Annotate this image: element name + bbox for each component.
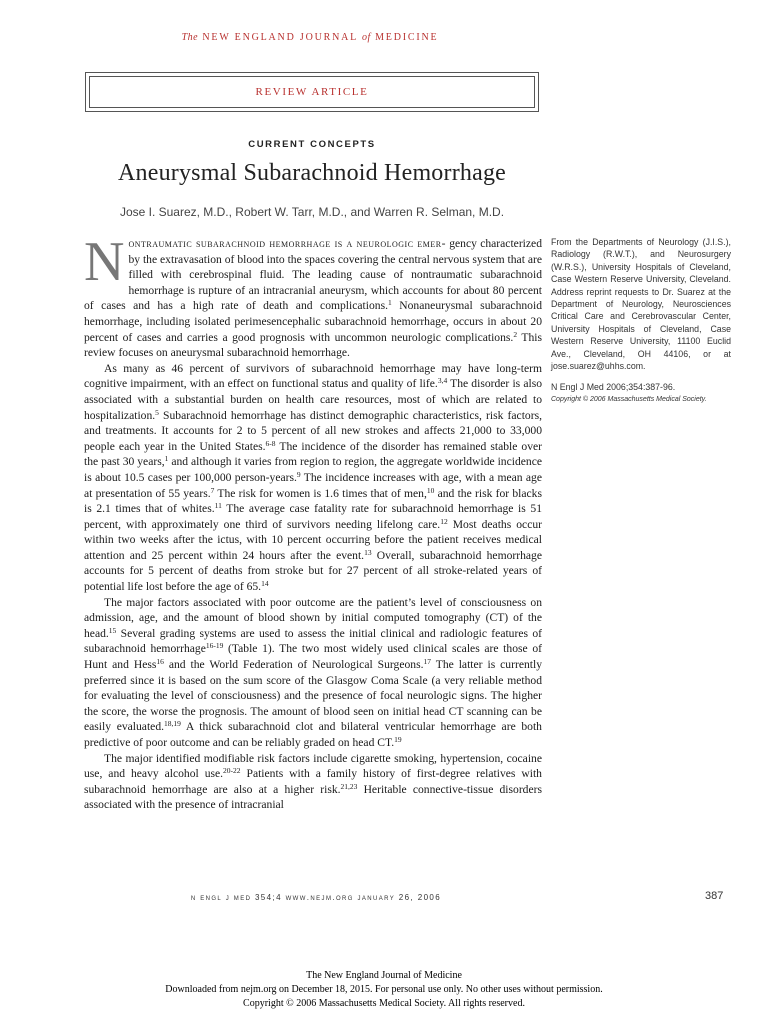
- paragraph-3: [84, 595, 542, 751]
- section-label: REVIEW ARTICLE: [89, 76, 535, 108]
- citation-line: N Engl J Med 2006;354:387-96.: [551, 382, 676, 392]
- text-run: A thick subarachnoid clot and bilateral ventricular hemorrhage are both predictive of poor outcome and can be reliably graded on head CT.: [84, 720, 542, 749]
- notice-journal: The New England Journal of Medicine: [306, 970, 462, 981]
- drop-cap: N: [84, 231, 125, 293]
- section-label-box: [85, 72, 539, 112]
- text-run: and the risk for blacks is 2.1 times that of whites.: [84, 486, 542, 516]
- paragraph-4: [84, 751, 542, 813]
- journal-masthead: [0, 32, 620, 43]
- reference-mark: 15: [108, 625, 117, 635]
- download-notice: [0, 969, 768, 1011]
- reference-mark: 16-19: [205, 641, 224, 651]
- lead-in: ontraumatic subarachnoid hemorrhage is a neurologic emer-: [128, 237, 446, 250]
- text-run: Patients with a family history of first-degree relatives with subarachnoid hemorrhage are also at a higher risk.: [84, 767, 542, 796]
- reference-mark: 20-22: [223, 766, 241, 776]
- reference-mark: 13: [364, 547, 372, 557]
- text-run: Nonaneurysmal subarachnoid hemorrhage, including isolated perimesencephalic subarachnoid hemorrhage, occurs in about 20 percent of cases and carries a good prognosis with uncommon neurologic complications.: [84, 299, 542, 344]
- reference-mark: 21,23: [340, 781, 358, 791]
- reference-mark: 1: [388, 298, 392, 308]
- reference-mark: 9: [296, 469, 301, 479]
- masthead-prefix: The: [181, 32, 199, 43]
- masthead-of: of: [362, 32, 371, 43]
- text-run: Heritable connective-tissue disorders associated with the presence of intracranial: [84, 782, 542, 812]
- text-run: The major identified modifiable risk factors include cigarette smoking, hypertension, cocaine use, and heavy alcohol use.: [84, 751, 542, 781]
- text-run: (Table 1). The two most widely used clinical scales are those of Hunt and Hess: [84, 642, 542, 672]
- reference-mark: 7: [210, 485, 215, 495]
- text-run: Most deaths occur within two weeks after the ictus, with 10 percent occurring before the patient receives medical attention and 25 percent within 24 hours after the event.: [84, 517, 542, 562]
- text-run: The major factors associated with poor outcome are the patient’s level of consciousness on admission, age, and the amount of blood shown by initial computed tomography (CT) of the head.: [84, 595, 542, 640]
- page-number: 387: [705, 890, 724, 902]
- masthead-end: MEDICINE: [375, 32, 439, 43]
- reference-mark: 10: [426, 485, 435, 495]
- reference-mark: 14: [261, 579, 269, 589]
- text-run: and the World Federation of Neurological Surgeons.: [163, 658, 424, 672]
- text-run: The incidence of the disorder has remained stable over the past 30 years,: [84, 439, 543, 469]
- text-run: Subarachnoid hemorrhage has distinct demographic characteristics, risk factors, and treatments. It accounts for 2 to 5 percent of all new strokes and affects 21,000 to 33,000 people each year in the United States.: [84, 408, 542, 453]
- reference-mark: 6-8: [265, 438, 276, 448]
- reference-mark: 18,19: [164, 719, 181, 729]
- reference-mark: 19: [394, 735, 402, 744]
- reference-mark: 11: [214, 501, 222, 511]
- text-run: The average case fatality rate for subarachnoid hemorrhage is 51 percent, with approximately one third of survivors needing lifelong care.: [84, 502, 542, 531]
- notice-copyright: Copyright © 2006 Massachusetts Medical Society. All rights reserved.: [243, 998, 525, 1009]
- reference-mark: 2: [513, 329, 518, 339]
- text-run: gency characterized by the extravasation of blood into the spaces covering the central nervous system that are filled with cerebrospinal fluid. The leading cause of nontraumatic subarachnoid hemorrhage is rupture of an intracranial aneurysm, which accounts for about 80 percent of cases and has a high rate of death and complications.: [84, 237, 542, 313]
- running-footer: n engl j med 354;4 www.nejm.org january 26, 2006: [190, 893, 442, 902]
- masthead-mid: NEW ENGLAND JOURNAL: [202, 32, 358, 43]
- reference-mark: 16: [156, 657, 164, 667]
- paragraph-1: [84, 231, 542, 361]
- text-run: and although it varies from region to region, the aggregate worldwide incidence is about 10.5 cases per 100,000 person-years.: [84, 455, 542, 484]
- reference-mark: 1: [164, 454, 169, 464]
- article-authors: Jose I. Suarez, M.D., Robert W. Tarr, M.D., and Warren R. Selman, M.D.: [119, 205, 505, 219]
- text-run: Overall, subarachnoid hemorrhage accounts for 5 percent of deaths from stroke but for 27 percent of all stroke-related years of potential life lost before the age of 65.: [84, 548, 542, 594]
- reference-mark: 17: [423, 657, 431, 667]
- reference-mark: 5: [155, 407, 159, 417]
- text-run: This review focuses on aneurysmal subarachnoid hemorrhage.: [84, 330, 542, 360]
- reference-mark: 12: [440, 516, 448, 526]
- article-title: Aneurysmal Subarachnoid Hemorrhage: [117, 160, 506, 186]
- notice-download: Downloaded from nejm.org on December 18, 2015. For personal use only. No other uses without permission.: [165, 984, 603, 995]
- text-run: The latter is currently preferred since it is based on the sum score of the Glasgow Coma Scale (a very reliable method for evaluating the level of consciousness) and the presence of focal neurologic signs. The higher the score, the worse the prognosis. The amount of blood seen on initial head CT scanning can be easily evaluated.: [84, 658, 542, 734]
- sidebar-copyright: Copyright © 2006 Massachusetts Medical Society.: [551, 396, 707, 403]
- text-run: As many as 46 percent of survivors of subarachnoid hemorrhage may have long-term cognitive impairment, with an effect on functional status and quality of life.: [84, 361, 542, 391]
- series-label: CURRENT CONCEPTS: [248, 139, 376, 150]
- text-run: The disorder is also associated with a substantial burden on health care resources, most of which are related to hospitalization.: [84, 377, 543, 422]
- text-run: The risk for women is 1.6 times that of men,: [214, 486, 427, 500]
- reference-mark: 3,4: [437, 376, 448, 386]
- article-body: [84, 231, 543, 813]
- text-run: Several grading systems are used to assess the initial clinical and radiologic features of subarachnoid hemorrhage: [84, 626, 542, 656]
- paragraph-2: [84, 361, 542, 595]
- author-affiliation: From the Departments of Neurology (J.I.S.), Radiology (R.W.T.), and Neurosurgery (W.R.S.), University Hospitals of Cleveland, Case Western Reserve University, Cleveland. Address reprint requests to Dr. Suarez at the Department of Neurology, Neurosciences Critical Care and Cerebrovascular Center, University Hospitals of Cleveland, Case Western Reserve University, 11100 Euclid Ave., Cleveland, OH 44106, or at jose.suarez@uhhs.com.: [551, 237, 731, 372]
- text-run: The incidence increases with age, with a mean age at presentation of 55 years.: [84, 470, 542, 500]
